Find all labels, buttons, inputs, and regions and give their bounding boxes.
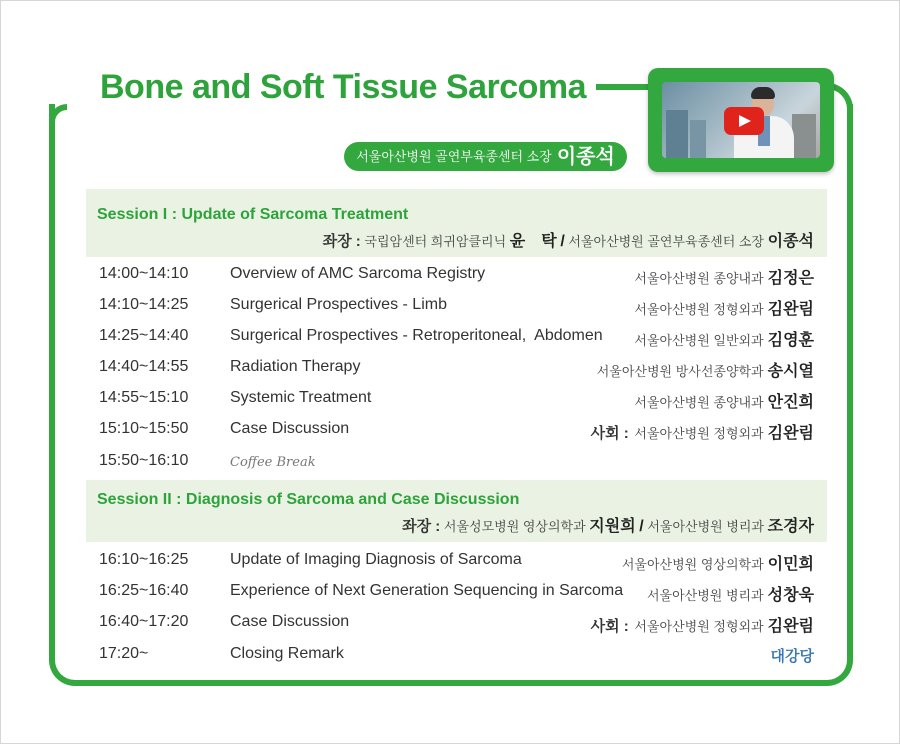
schedule-row	[0, 645, 900, 671]
host-badge	[344, 142, 627, 171]
speaker-affiliation: 서울아산병원 정형외과	[634, 426, 764, 441]
speaker-name: 송시열	[767, 363, 814, 380]
row-talk: Surgerical Prospectives - Limb	[230, 296, 447, 313]
speaker-name: 김정은	[767, 270, 814, 287]
row-speaker	[647, 582, 814, 605]
speaker-affiliation: 서울아산병원 방사선종양학과	[596, 364, 764, 379]
schedule-row	[0, 613, 900, 639]
row-time: 14:25~14:40	[99, 327, 189, 344]
speaker-affiliation: 서울아산병원 병리과	[646, 588, 764, 603]
schedule-row	[0, 582, 900, 608]
row-talk: Radiation Therapy	[230, 358, 361, 375]
chair-label: 좌장 :	[402, 518, 441, 535]
video-frame	[662, 82, 820, 158]
speaker-affiliation: 서울아산병원 정형외과	[634, 302, 764, 317]
host-name: 이종석	[556, 146, 615, 168]
row-talk: Overview of AMC Sarcoma Registry	[230, 265, 486, 282]
chair-1-name: 지원희	[589, 518, 636, 535]
chair-2-name: 이종석	[767, 233, 814, 250]
coffee-break: Coffee Break	[230, 455, 316, 470]
session-2-chairs	[402, 513, 814, 536]
venue-label: 대강당	[770, 648, 814, 665]
row-time: 15:50~16:10	[99, 452, 189, 469]
schedule-row	[0, 420, 900, 446]
speaker-name: 김완림	[767, 425, 814, 442]
chair-1-name: 윤 탁	[509, 233, 557, 250]
chair-separator: /	[639, 518, 644, 535]
speaker-affiliation: 서울아산병원 종양내과	[634, 271, 764, 286]
row-speaker	[597, 358, 814, 381]
chair-1-affiliation: 서울성모병원 영상의학과	[443, 519, 586, 534]
row-time: 16:25~16:40	[99, 582, 189, 599]
speaker-name: 이민희	[767, 556, 814, 573]
session-1-title: Session I : Update of Sarcoma Treatment	[97, 206, 409, 223]
row-speaker	[591, 420, 814, 443]
row-time: 16:40~17:20	[99, 613, 189, 630]
schedule-row	[0, 265, 900, 291]
row-talk: Systemic Treatment	[230, 389, 372, 406]
row-talk: Closing Remark	[230, 645, 344, 662]
row-talk: Case Discussion	[230, 613, 350, 630]
chair-2-name: 조경자	[767, 518, 814, 535]
session-2-title: Session II : Diagnosis of Sarcoma and Case Discussion	[97, 491, 520, 508]
session-1-chairs	[323, 228, 814, 251]
schedule-row	[0, 551, 900, 577]
speaker-affiliation: 서울아산병원 일반외과	[634, 333, 764, 348]
speaker-name: 김완림	[767, 618, 814, 635]
moderator-label: 사회 :	[590, 425, 629, 442]
row-talk: Case Discussion	[230, 420, 350, 437]
schedule-row	[0, 327, 900, 353]
chair-separator: /	[560, 233, 565, 250]
row-talk: Update of Imaging Diagnosis of Sarcoma	[230, 551, 522, 568]
row-speaker	[622, 551, 814, 574]
speaker-affiliation: 서울아산병원 정형외과	[634, 619, 764, 634]
row-speaker	[634, 327, 814, 350]
speaker-affiliation: 서울아산병원 영상의학과	[621, 557, 764, 572]
row-time: 14:10~14:25	[99, 296, 189, 313]
row-time: 14:00~14:10	[99, 265, 189, 282]
speaker-affiliation: 서울아산병원 종양내과	[634, 395, 764, 410]
row-speaker	[634, 389, 814, 412]
row-time: 17:20~	[99, 645, 149, 662]
play-icon[interactable]	[724, 107, 764, 135]
video-thumbnail[interactable]	[648, 68, 834, 172]
chair-2-affiliation: 서울아산병원 골연부육종센터 소장	[568, 234, 764, 249]
schedule-row	[0, 358, 900, 384]
speaker-name: 김영훈	[767, 332, 814, 349]
row-time: 14:55~15:10	[99, 389, 189, 406]
speaker-name: 김완림	[767, 301, 814, 318]
row-speaker	[634, 265, 814, 288]
speaker-name: 성창욱	[767, 587, 814, 604]
row-talk: Experience of Next Generation Sequencing in Sarcoma	[230, 582, 624, 599]
speaker-name: 안진희	[767, 394, 814, 411]
schedule-row	[0, 452, 900, 478]
chair-1-affiliation: 국립암센터 희귀암클리닉	[364, 234, 507, 249]
row-venue	[771, 645, 814, 666]
chair-2-affiliation: 서울아산병원 병리과	[647, 519, 764, 534]
title-underline	[596, 84, 656, 90]
page-title: Bone and Soft Tissue Sarcoma	[100, 68, 587, 106]
schedule-row	[0, 296, 900, 322]
schedule-row	[0, 389, 900, 415]
row-speaker	[591, 613, 814, 636]
moderator-label: 사회 :	[590, 618, 629, 635]
chair-label: 좌장 :	[322, 233, 361, 250]
row-speaker	[634, 296, 814, 319]
host-affiliation: 서울아산병원 골연부육종센터 소장	[356, 149, 552, 164]
row-talk: Surgerical Prospectives - Retroperitoneal, Abdomen	[230, 327, 603, 344]
row-time: 16:10~16:25	[99, 551, 189, 568]
row-time: 15:10~15:50	[99, 420, 189, 437]
row-time: 14:40~14:55	[99, 358, 189, 375]
